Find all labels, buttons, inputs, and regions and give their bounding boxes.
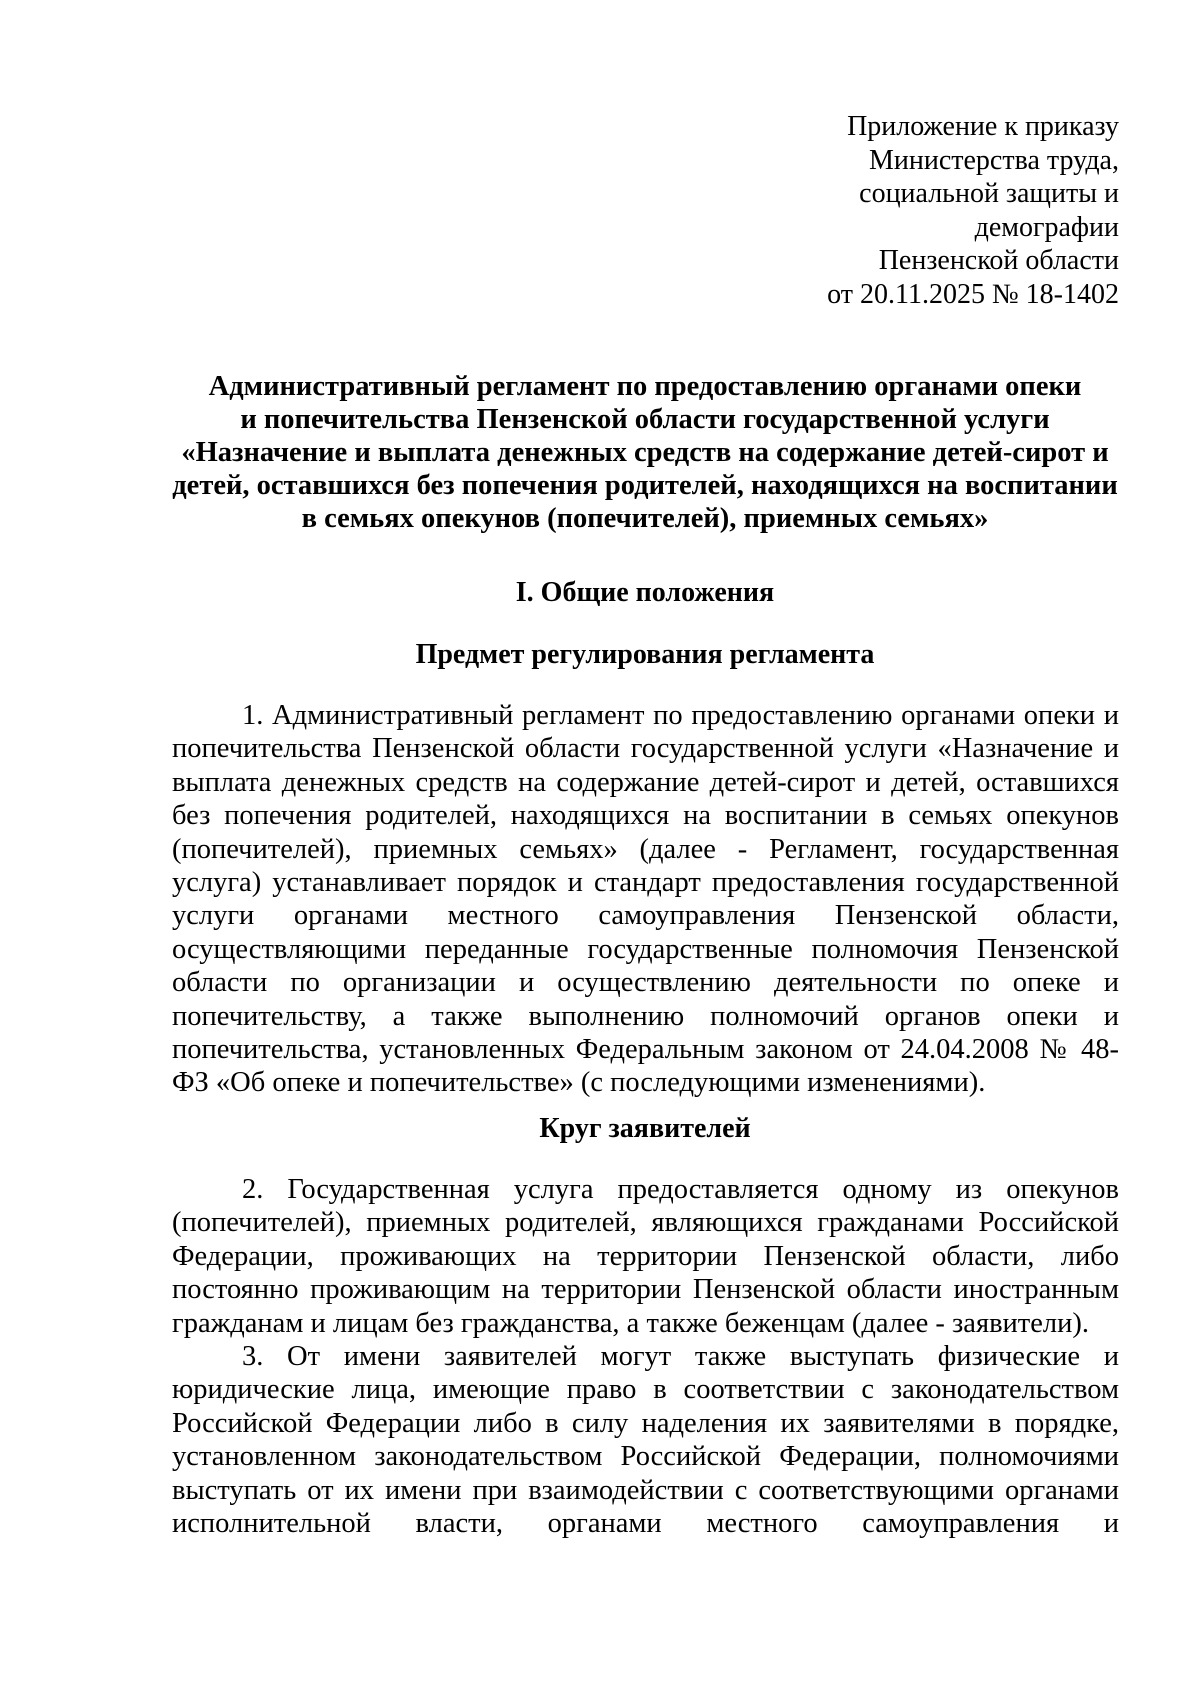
paragraph-line: 2. Государственная услуга предоставляется одному из опекунов	[242, 1174, 1119, 1205]
paragraph-line: юридические лица, имеющие право в соответствии с законодательством	[172, 1374, 1119, 1406]
subheading-subject: Предмет регулирования регламента	[415, 639, 875, 670]
title-line: детей, оставшихся без попечения родителей, находящихся на воспитании	[172, 470, 1118, 501]
appendix-line: Министерства труда,	[868, 144, 1119, 176]
paragraph-line: Федерации, проживающих на территории Пензенской области, либо	[172, 1240, 1119, 1272]
paragraph-line: услуга) устанавливает порядок и стандарт предоставления государственной	[172, 866, 1119, 898]
paragraph-line: услуги органами местного самоуправления Пензенской области,	[172, 900, 1119, 932]
paragraph-line: попечительству, а также выполнению полномочий органов опеки и	[172, 1000, 1119, 1032]
subheading-applicants: Круг заявителей	[539, 1113, 751, 1144]
paragraph-line: попечительства, установленных Федеральным законом от 24.04.2008 № 48-	[172, 1033, 1119, 1065]
paragraph-line: области по организации и осуществлению деятельности по опеке и	[172, 967, 1119, 999]
paragraph-line: исполнительной власти, органами местного самоуправления и	[172, 1507, 1119, 1539]
appendix-line: демографии	[974, 211, 1119, 243]
paragraph-line: 3. От имени заявителей могут также выступать физические и	[242, 1341, 1119, 1372]
paragraph-line: постоянно проживающим на территории Пензенской области иностранным	[172, 1274, 1119, 1306]
paragraph-line: попечительства Пензенской области государственной услуги «Назначение и	[172, 733, 1119, 765]
paragraph-2	[172, 1173, 1119, 1340]
appendix-line: Пензенской области	[878, 245, 1119, 276]
paragraph-line: осуществляющими переданные государственные полномочия Пензенской	[172, 933, 1119, 965]
paragraph-3	[172, 1340, 1119, 1540]
paragraph-line: Российской Федерации либо в силу наделения их заявителями в порядке,	[172, 1407, 1119, 1439]
paragraph-line: без попечения родителей, находящихся на воспитании в семьях опекунов	[172, 800, 1119, 832]
document-title	[170, 370, 1120, 535]
paragraph-line: установленном законодательством Российской Федерации, полномочиями	[172, 1441, 1119, 1473]
title-line: и попечительства Пензенской области государственной услуги	[240, 404, 1050, 435]
appendix-line: социальной защиты и	[859, 178, 1119, 209]
appendix-block	[659, 110, 1119, 311]
paragraph-line: (попечителей), приемных родителей, являющихся гражданами Российской	[172, 1207, 1119, 1239]
section-heading: I. Общие положения	[515, 577, 775, 608]
paragraph-line: ФЗ «Об опеке и попечительстве» (с последующими изменениями).	[172, 1067, 986, 1099]
appendix-line: от 20.11.2025 № 18-1402	[827, 278, 1119, 310]
title-line: Административный регламент по предоставлению органами опеки	[208, 371, 1082, 402]
paragraph-line: гражданам и лицам без гражданства, а также беженцам (далее - заявители).	[172, 1307, 1089, 1339]
title-line: в семьях опекунов (попечителей), приемных семьях»	[301, 503, 989, 534]
title-line: «Назначение и выплата денежных средств на содержание детей-сирот и	[181, 437, 1109, 468]
paragraph-line: выплата денежных средств на содержание детей-сирот и детей, оставшихся	[172, 766, 1119, 798]
appendix-line: Приложение к приказу	[847, 111, 1119, 142]
paragraph-line: 1. Административный регламент по предоставлению органами опеки и	[242, 700, 1119, 731]
paragraph-line: (попечителей), приемных семьях» (далее - Регламент, государственная	[172, 833, 1119, 865]
paragraph-line: выступать от их имени при взаимодействии с соответствующими органами	[172, 1474, 1119, 1506]
paragraph-1	[172, 699, 1119, 1100]
